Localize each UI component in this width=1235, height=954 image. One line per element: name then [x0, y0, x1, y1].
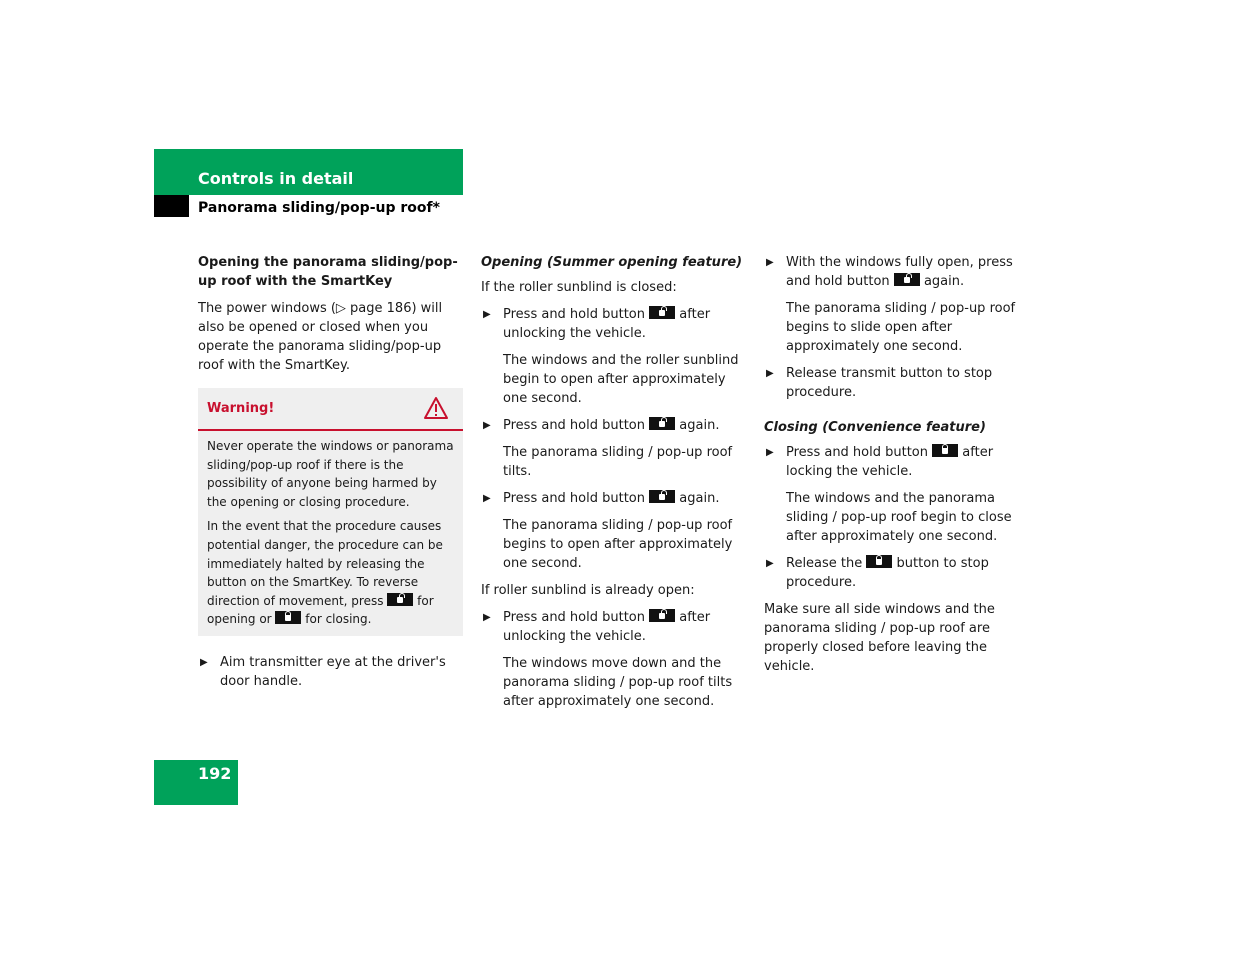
bullet-arrow-icon: ▶ [766, 257, 774, 268]
col2-step-2-result: The panorama sliding / pop-up roof tilts. [503, 445, 733, 479]
bullet-arrow-icon: ▶ [766, 558, 774, 569]
page-number: 192 [198, 764, 232, 783]
bullet-arrow-icon: ▶ [483, 612, 491, 623]
col1-step-1 [198, 653, 464, 691]
bullet-arrow-icon: ▶ [766, 447, 774, 458]
col1-intro: The power windows (▷ page 186) will also be opened or closed when you operate the panorama sliding/pop-up roof with the SmartKey. [198, 301, 443, 373]
unlock-key-icon [649, 609, 675, 622]
warning-triangle-icon [423, 396, 449, 420]
warning-body [207, 437, 457, 635]
col3-step-3: ▶ Press and hold button after locking the vehicle. [766, 445, 994, 479]
col2-step-1: ▶ Press and hold button after unlocking the vehicle. [483, 307, 711, 341]
col1-steps [198, 653, 464, 699]
col1-heading: Opening the panorama sliding/pop-up roof with the SmartKey [198, 255, 458, 289]
col3-heading: Closing (Convenience feature) [764, 420, 986, 435]
col2-step-4-result: The windows move down and the panorama sliding / pop-up roof tilts after approximately one second. [503, 656, 733, 709]
unlock-key-icon [649, 306, 675, 319]
unlock-key-icon [387, 593, 413, 606]
bullet-arrow-icon: ▶ [483, 493, 491, 504]
warning-paragraph-2 [207, 517, 457, 629]
col3-step-3-result: The windows and the panorama sliding / pop-up roof begin to close after approximately one second. [786, 491, 1012, 544]
col1-step-1-text: Aim transmitter eye at the driver's door handle. [220, 655, 446, 689]
column-2 [481, 253, 749, 719]
col2-condition-2: If roller sunblind is already open: [481, 583, 695, 598]
subsection-marker [154, 195, 189, 217]
col3-step-4: ▶ Release the button to stop procedure. [766, 556, 989, 590]
col2-step-4: ▶ Press and hold button after unlocking the vehicle. [483, 610, 711, 644]
warning-title: Warning! [207, 401, 275, 416]
bullet-arrow-icon: ▶ [766, 368, 774, 379]
unlock-key-icon [649, 490, 675, 503]
warning-p2-text-b: for opening or [207, 593, 434, 627]
col2-step-3: ▶ Press and hold button again. [483, 491, 720, 506]
col2-step-3-result: The panorama sliding / pop-up roof begins to open after approximately one second. [503, 518, 733, 571]
unlock-key-icon [894, 273, 920, 286]
lock-key-icon [866, 555, 892, 568]
col2-condition-1: If the roller sunblind is closed: [481, 280, 677, 295]
lock-key-icon [275, 611, 301, 624]
warning-p2-text-a: In the event that the procedure causes potential danger, the procedure can be immediately halted by releasing the button on the SmartKey. To reverse direction of movement, press [207, 519, 443, 608]
col3-step-2: ▶ Release transmit button to stop procedure. [766, 366, 993, 400]
col2-heading: Opening (Summer opening feature) [481, 255, 743, 270]
col2-step-1-result: The windows and the roller sunblind begin to open after approximately one second. [503, 353, 739, 406]
bullet-arrow-icon: ▶ [483, 420, 491, 431]
unlock-key-icon [649, 417, 675, 430]
lock-key-icon [932, 444, 958, 457]
bullet-arrow-icon: ▶ [200, 657, 208, 668]
section-title: Controls in detail [198, 169, 354, 188]
col3-step-1-result: The panorama sliding / pop-up roof begins to slide open after approximately one second. [786, 301, 1016, 354]
subsection-title: Panorama sliding/pop-up roof* [198, 200, 440, 216]
warning-paragraph-1: Never operate the windows or panorama sliding/pop-up roof if there is the possibility of anyone being harmed by the opening or closing procedure. [207, 439, 454, 509]
column-3 [764, 253, 1032, 676]
warning-p2-text-c: for closing. [305, 612, 372, 627]
col3-note: Make sure all side windows and the panorama sliding / pop-up roof are properly closed before leaving the vehicle. [764, 602, 995, 674]
bullet-arrow-icon: ▶ [483, 309, 491, 320]
col2-step-2: ▶ Press and hold button again. [483, 418, 720, 433]
col3-step-1: ▶ With the windows fully open, press and hold button again. [766, 255, 1013, 289]
column-1 [198, 253, 464, 375]
